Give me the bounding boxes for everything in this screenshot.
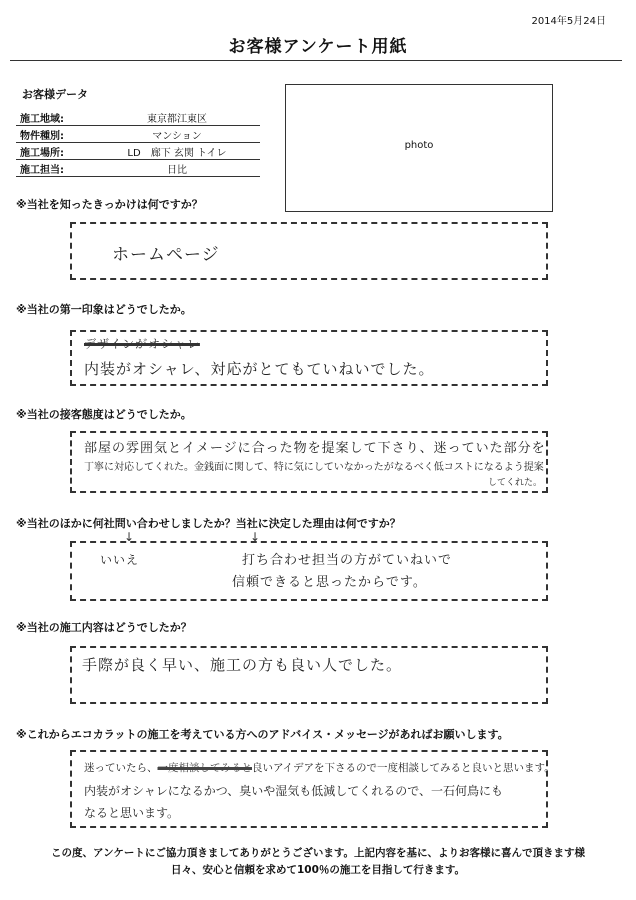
answer-prefix: 迷っていたら、 <box>84 762 158 774</box>
answer-text: 良いアイデアを下さるので一度相談してみると良いと思います。 <box>252 762 555 774</box>
arrow-down-icon: ↓ <box>124 530 135 544</box>
question-2: ※当社の第一印象はどうでしたか。 <box>16 303 192 316</box>
survey-date: 2014年5月24日 <box>531 16 606 27</box>
title-divider <box>10 60 622 61</box>
footer-line-2: 日々、安心と信頼を求めて100％の施工を目指して行きます。 <box>170 864 466 876</box>
answer-text: 内装がオシャレ、対応がとてもていねいでした。 <box>84 360 435 378</box>
customer-value: 東京都江東区 <box>94 109 260 126</box>
page-title: お客様アンケート用紙 <box>228 37 408 57</box>
photo-placeholder <box>285 84 553 212</box>
struck-text: 一度相談してみると <box>157 762 252 774</box>
customer-row-location <box>16 143 260 160</box>
answer-text: 内装がオシャレになるかつ、臭いや湿気も低減してくれるので、一石何鳥にも <box>84 784 504 798</box>
answer-box-2 <box>70 330 548 386</box>
customer-data-table <box>16 109 260 177</box>
answer-text: 手際が良く早い、施工の方も良い人でした。 <box>82 656 403 674</box>
question-4: ※当社のほかに何社問い合わせしましたか？当社に決定した理由は何ですか？ <box>16 517 401 530</box>
answer-box-4 <box>70 541 548 601</box>
question-1: ※当社を知ったきっかけは何ですか？ <box>16 198 203 211</box>
answer-text: 打ち合わせ担当の方がていねいで <box>242 553 453 568</box>
question-3: ※当社の接客態度はどうでしたか。 <box>16 408 192 421</box>
footer-line-1: この度、アンケートにご協力頂きましてありがとうございます。上記内容を基に、よりお客様に喜んで頂きます様 <box>50 847 586 859</box>
answer-box-1 <box>70 222 548 280</box>
question-5: ※当社の施工内容はどうでしたか？ <box>16 621 192 634</box>
customer-row-staff <box>16 160 260 177</box>
answer-box-3 <box>70 431 548 493</box>
customer-label: 物件種別: <box>16 126 94 143</box>
customer-label: 施工担当: <box>16 160 94 177</box>
photo-label: photo <box>404 140 434 151</box>
answer-text: なると思います。 <box>84 806 180 820</box>
answer-box-5 <box>70 646 548 704</box>
question-6: ※これからエコカラットの施工を考えている方へのアドバイス・メッセージがあればお願いします。 <box>16 728 509 741</box>
answer-text: ホームページ <box>112 245 220 265</box>
customer-value: LD 廊下 玄関 トイレ <box>94 143 260 160</box>
customer-label: 施工場所: <box>16 143 94 160</box>
answer-box-6 <box>70 750 555 828</box>
customer-data-heading: お客様データ <box>22 88 88 101</box>
customer-row-area <box>16 109 260 126</box>
customer-row-property <box>16 126 260 143</box>
customer-label: 施工地域: <box>16 109 94 126</box>
answer-text: 部屋の雰囲気とイメージに合った物を提案して下さり、迷っていた部分を <box>84 441 546 456</box>
answer-text: 丁寧に対応してくれた。金銭面に関して、特に気にしていなかったがなるべく低コストになるよう提案 <box>84 462 544 473</box>
answer-line-1 <box>84 760 555 775</box>
answer-text: 信頼できると思ったからです。 <box>232 575 427 590</box>
customer-value: マンション <box>94 126 260 143</box>
struck-text: デザインがオシャレ <box>84 337 200 351</box>
answer-text: してくれた。 <box>487 478 542 488</box>
arrow-down-icon: ↓ <box>250 530 261 544</box>
answer-left-text: いいえ <box>100 553 140 567</box>
customer-value: 日比 <box>94 160 260 177</box>
